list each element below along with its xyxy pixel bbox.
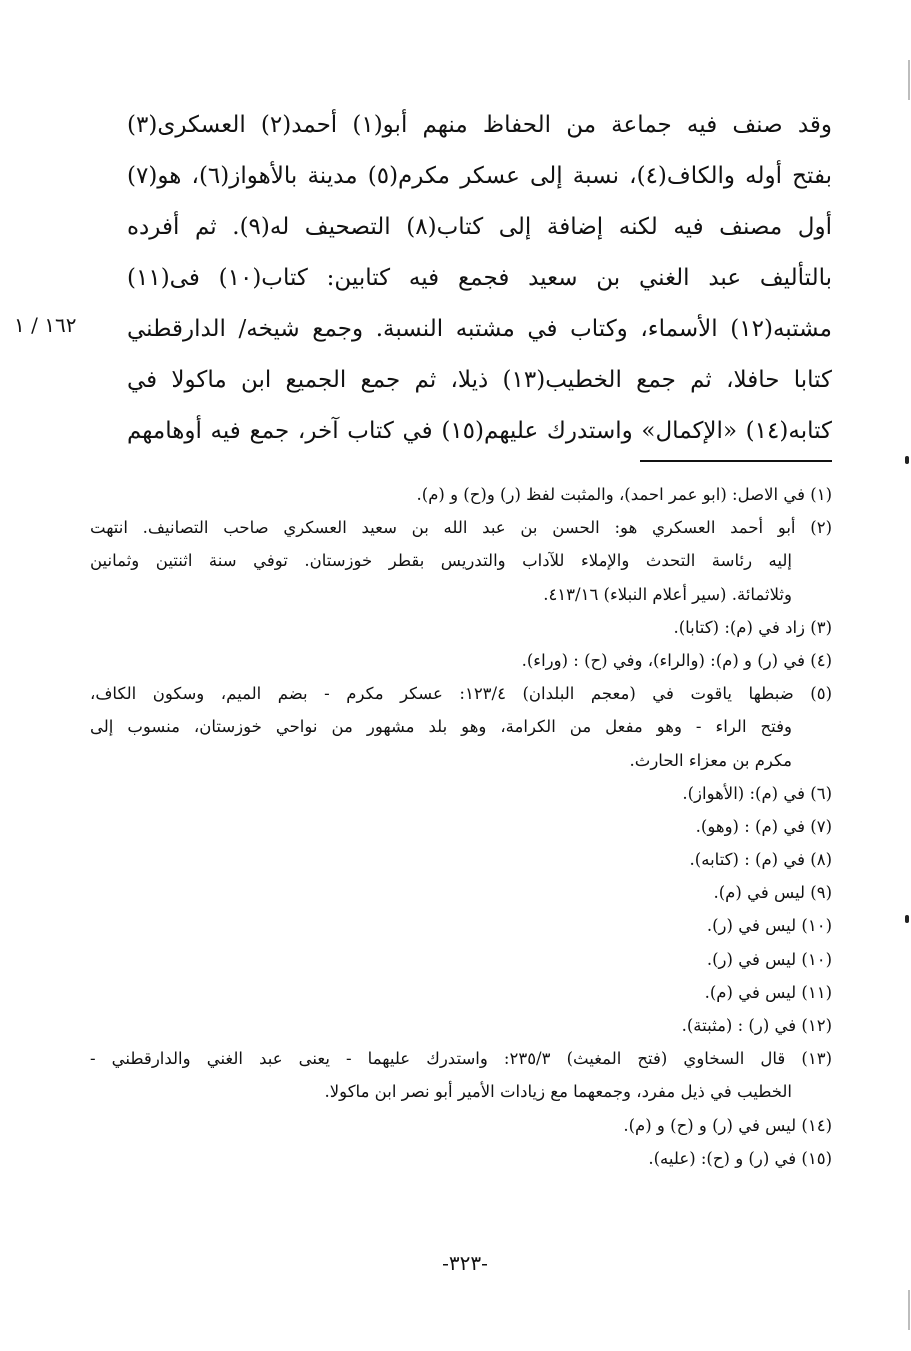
footnote-line: (٥) ضبطها ياقوت في (معجم البلدان) ١٢٣/٤: عسكر مكرم - بضم الميم، وسكون الكاف، xyxy=(90,684,832,704)
footnote-line: وثلاثمائة. (سير أعلام النبلاء) ٤١٣/١٦. xyxy=(543,584,792,604)
footnote-line: إليه رئاسة التحدث والإملاء للآداب والتدريس بقطر خوزستان. توفي سنة اثنتين وثمانين xyxy=(90,551,792,571)
footnote-line: الخطيب في ذيل مفرد، وجمعهما مع زيادات الأمير أبو نصر ابن ماكولا. xyxy=(324,1082,792,1102)
main-text-line: مشتبه(١٢) الأسماء، وكتاب في مشتبه النسبة. وجمع شيخه/ الدارقطني xyxy=(127,316,832,342)
manuscript-folio-marker: ١٦٢ / ١ xyxy=(14,313,77,337)
footnote-line: (١٢) في (ر) : (مثبتة). xyxy=(681,1016,832,1035)
footnote-line: (١) في الاصل: (ابو عمر احمد)، والمثبت لفظ (ر) و(ح) و (م). xyxy=(416,485,832,504)
footnote-line: (٩) ليس في (م). xyxy=(713,883,832,903)
main-text-line: بفتح أوله والكاف(٤)، نسبة إلى عسكر مكرم(٥) مدينة بالأهواز(٦)، هو(٧) xyxy=(127,163,832,189)
footnote-line: (٣) زاد في (م): (كتابا). xyxy=(673,617,832,637)
scan-edge-shadow xyxy=(908,60,910,100)
scan-edge-shadow xyxy=(908,1290,910,1330)
footnote-line: (٦) في (م): (الأهواز). xyxy=(682,783,832,803)
footnote-line: (١٣) قال السخاوي (فتح المغيث) ٢٣٥/٣: واستدرك عليهما - يعنى عبد الغني والدارقطني - xyxy=(90,1049,832,1069)
scan-edge-mark xyxy=(905,915,909,923)
main-text-block xyxy=(127,100,832,457)
footnote-separator-rule xyxy=(640,460,832,462)
footnote-line: (٢) أبو أحمد العسكري هو: الحسن بن عبد الله بن سعيد العسكري صاحب التصانيف. انتهت xyxy=(90,518,832,538)
page-number: -٣٢٣- xyxy=(442,1251,488,1275)
main-text-line: بالتأليف عبد الغني بن سعيد فجمع فيه كتابين: كتاب(١٠) فى(١١) xyxy=(127,265,832,291)
footnote-line: وفتح الراء - وهو مفعل من الكرامة، وهو بلد مشهور من نواحي خوزستان، منسوب إلى xyxy=(90,717,792,737)
main-text-line: أول مصنف فيه لكنه إضافة إلى كتاب(٨) التصحيف له(٩). ثم أفرده xyxy=(127,214,832,240)
main-text-line: كتابا حافلا، ثم جمع الخطيب(١٣) ذيلا، ثم جمع الجميع ابن ماكولا في xyxy=(127,367,832,393)
footnote-line: (١٥) في (ر) و (ح): (عليه). xyxy=(648,1148,832,1168)
footnote-line: (١٤) ليس في (ر) و (ح) و (م). xyxy=(623,1115,832,1135)
scan-edge-mark xyxy=(905,456,909,464)
footnotes-block xyxy=(90,478,832,1175)
footnote-line: (١١) ليس في (م). xyxy=(704,982,832,1002)
footnote-line: (٨) في (م) : (كتابه). xyxy=(689,850,832,870)
footnote-line: (٤) في (ر) و (م): (والراء)، وفي (ح) : (وراء). xyxy=(521,650,832,670)
footnote-line: (٧) في (م) : (وهو). xyxy=(695,816,832,836)
main-text-line: وقد صنف فيه جماعة من الحفاظ منهم أبو(١) أحمد(٢) العسكرى(٣) xyxy=(127,112,832,138)
footnote-line: مكرم بن معزاء الحارث. xyxy=(629,750,792,770)
footnote-line: (١٠) ليس في (ر). xyxy=(706,916,832,936)
main-text-line: كتابه(١٤) «الإكمال» واستدرك عليهم(١٥) في كتاب آخر، جمع فيه أوهامهم xyxy=(127,418,832,444)
footnote-line: (١٠) ليس في (ر). xyxy=(706,949,832,969)
